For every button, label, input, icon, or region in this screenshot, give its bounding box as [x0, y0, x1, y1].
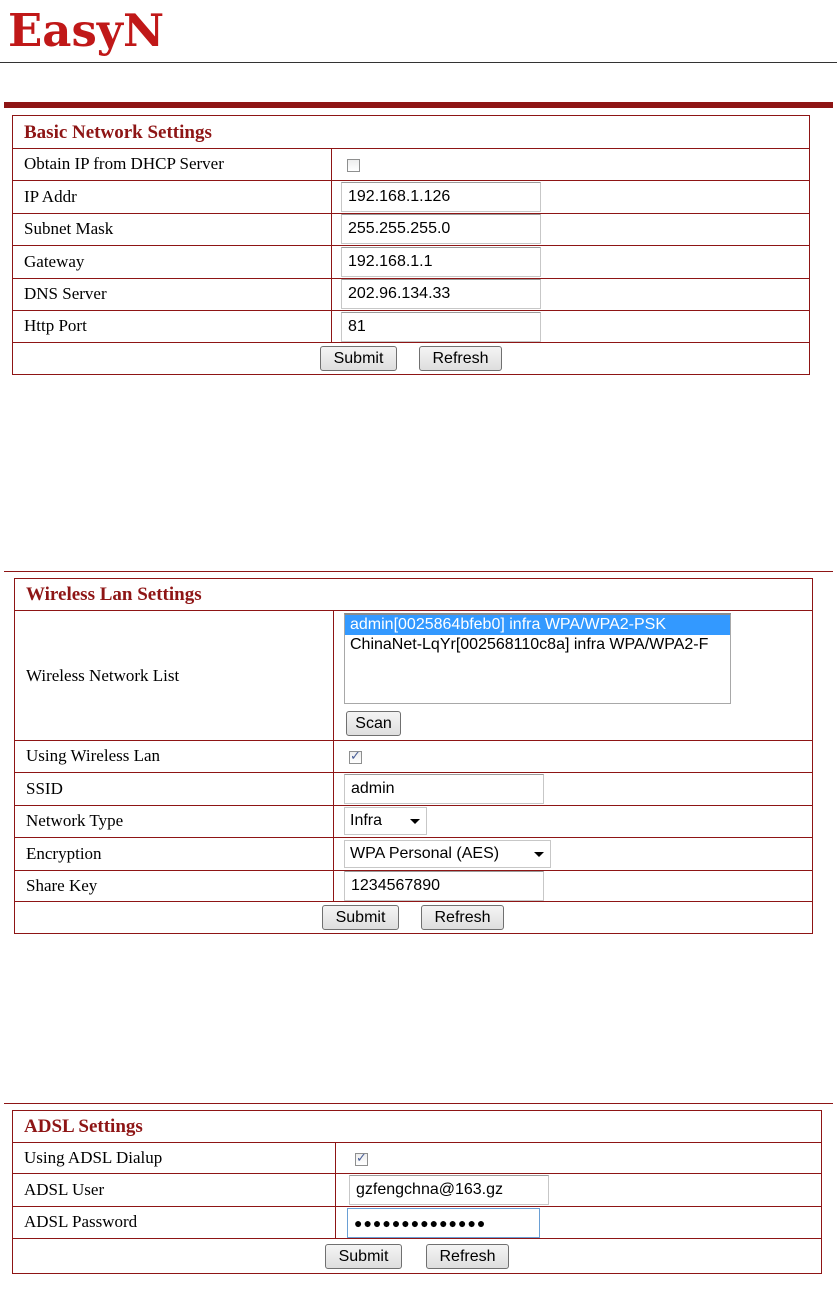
adsl-password-input[interactable]: ●●●●●●●●●●●●●●	[347, 1208, 540, 1238]
share-key-row	[15, 871, 812, 902]
http-port-row	[13, 311, 809, 343]
encryption-select[interactable]	[344, 840, 551, 868]
ssid-input[interactable]: admin	[344, 774, 544, 804]
chevron-down-icon	[410, 819, 420, 824]
adsl-refresh-button[interactable]: Refresh	[426, 1244, 509, 1269]
dns-server-input[interactable]: 202.96.134.33	[341, 279, 541, 309]
wireless-button-row	[15, 902, 812, 933]
basic-network-panel	[12, 115, 810, 375]
basic-network-title: Basic Network Settings	[13, 116, 809, 149]
network-type-select[interactable]	[344, 807, 427, 835]
share-key-input[interactable]: 1234567890	[344, 871, 544, 901]
gateway-row	[13, 246, 809, 279]
section-bar-basic	[4, 102, 833, 108]
check-mark-icon: ✓	[350, 749, 361, 764]
wireless-lan-panel	[14, 578, 813, 934]
wireless-list-row	[15, 611, 812, 741]
encryption-label: Encryption	[26, 844, 102, 863]
scan-button[interactable]: Scan	[346, 711, 401, 736]
ssid-row	[15, 773, 812, 806]
check-mark-icon: ✓	[356, 1151, 367, 1166]
header-divider	[0, 62, 837, 63]
adsl-password-label: ADSL Password	[24, 1212, 138, 1231]
wireless-list-label: Wireless Network List	[26, 666, 180, 685]
adsl-user-row	[13, 1174, 821, 1207]
wireless-lan-title: Wireless Lan Settings	[15, 579, 812, 611]
http-port-label: Http Port	[24, 316, 87, 335]
basic-button-row	[13, 343, 809, 374]
adsl-submit-button[interactable]: Submit	[325, 1244, 402, 1269]
adsl-password-row	[13, 1207, 821, 1239]
using-adsl-row	[13, 1143, 821, 1174]
ssid-label: SSID	[26, 779, 63, 798]
dns-server-label: DNS Server	[24, 284, 107, 303]
subnet-mask-input[interactable]: 255.255.255.0	[341, 214, 541, 244]
dhcp-label: Obtain IP from DHCP Server	[24, 154, 224, 173]
adsl-user-label: ADSL User	[24, 1180, 105, 1199]
using-wireless-checkbox[interactable]	[349, 751, 362, 764]
gateway-input[interactable]: 192.168.1.1	[341, 247, 541, 277]
subnet-mask-row	[13, 214, 809, 246]
using-wireless-label: Using Wireless Lan	[26, 746, 161, 765]
adsl-panel	[12, 1110, 822, 1274]
chevron-down-icon	[534, 852, 544, 857]
ip-addr-input[interactable]: 192.168.1.126	[341, 182, 541, 212]
section-bar-wireless	[4, 571, 833, 572]
network-type-label: Network Type	[26, 811, 124, 830]
section-bar-adsl	[4, 1103, 833, 1104]
adsl-button-row	[13, 1239, 821, 1273]
wireless-submit-button[interactable]: Submit	[322, 905, 399, 930]
gateway-label: Gateway	[24, 252, 85, 271]
using-adsl-label: Using ADSL Dialup	[24, 1148, 163, 1167]
using-adsl-checkbox[interactable]	[355, 1153, 368, 1166]
easyn-logo: EasyN	[8, 4, 165, 57]
subnet-mask-label: Subnet Mask	[24, 219, 114, 238]
ip-addr-label: IP Addr	[24, 187, 77, 206]
wireless-network-option[interactable]: ChinaNet-LqYr[002568110c8a] infra WPA/WPA2-F	[350, 636, 709, 653]
using-wireless-row	[15, 741, 812, 773]
dhcp-row	[13, 149, 809, 181]
wireless-refresh-button[interactable]: Refresh	[421, 905, 504, 930]
network-type-value: Infra	[350, 812, 383, 829]
share-key-label: Share Key	[26, 876, 98, 895]
network-type-row	[15, 806, 812, 838]
wireless-network-option[interactable]: admin[0025864bfeb0] infra WPA/WPA2-PSK	[345, 615, 730, 635]
http-port-input[interactable]: 81	[341, 312, 541, 342]
wireless-network-listbox[interactable]	[344, 613, 731, 704]
encryption-row	[15, 838, 812, 871]
adsl-title: ADSL Settings	[13, 1111, 821, 1143]
adsl-user-input[interactable]: gzfengchna@163.gz	[349, 1175, 549, 1205]
dns-server-row	[13, 279, 809, 311]
basic-refresh-button[interactable]: Refresh	[419, 346, 502, 371]
encryption-value: WPA Personal (AES)	[350, 845, 500, 862]
ip-addr-row	[13, 181, 809, 214]
basic-submit-button[interactable]: Submit	[320, 346, 397, 371]
dhcp-checkbox[interactable]	[347, 159, 360, 172]
